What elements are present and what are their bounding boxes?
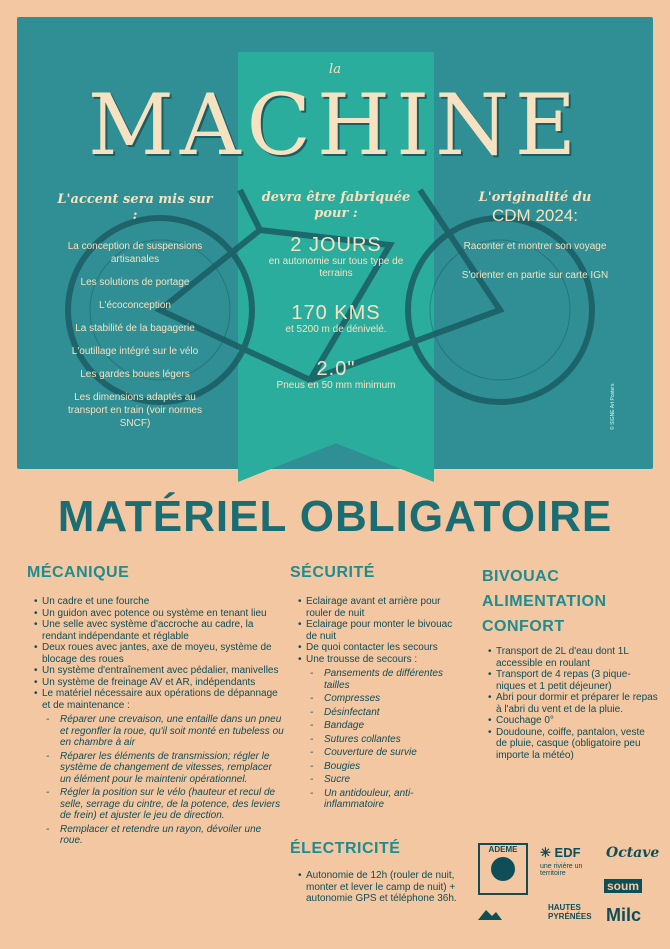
sponsor-logos — [478, 843, 658, 935]
octave-logo: Octave — [606, 845, 660, 861]
edf-label: EDF — [554, 845, 581, 860]
list-item: • De quoi contacter les secours — [298, 642, 458, 654]
spec-days: 2 JOURS — [290, 234, 382, 256]
mountain-logo — [478, 907, 502, 919]
spec-tire: 2.0" — [316, 358, 356, 380]
electricite-title: ÉLECTRICITÉ — [290, 840, 401, 857]
sub-item: - Remplacer et retendre un rayon, dévoiler une roue. — [46, 824, 284, 847]
sub-item: - Compresses — [310, 693, 458, 705]
list-item: • Autonomie de 12h (rouler de nuit, monter et lever le camp de nuit) + autonomie GPS et téléphone 36h. — [298, 870, 458, 905]
list-item: • Deux roues avec jantes, axe de moyeu, système de blocage des roues — [34, 642, 284, 665]
bivouac-title — [482, 564, 607, 639]
title-prefix: la — [329, 62, 341, 77]
mecanique-list — [24, 596, 284, 849]
sub-item: - Réparer les éléments de transmission; régler le système de changement de vitesses, remplacer un élément pour le maintenir opérationnel. — [46, 751, 284, 786]
ademe-label: ADEME — [488, 845, 518, 854]
securite-title: SÉCURITÉ — [290, 564, 375, 581]
list-item: • Un guidon avec potence ou système en tenant lieu — [34, 608, 284, 620]
list-item: • Transport de 2L d'eau dont 1L accessible en roulant — [488, 646, 658, 669]
bivouac-list — [478, 646, 658, 761]
illustration-credit: © SIGNE Art Posters — [610, 383, 616, 430]
left-item: La conception de suspensions artisanales — [67, 241, 203, 265]
electricite-list — [288, 870, 458, 905]
securite-list — [288, 596, 458, 813]
sub-item: - Réparer une crevaison, une entaille dans un pneu et regonfler la roue, qu'il soit monté en tubeless ou en chambre à air — [46, 714, 284, 749]
bivouac-title-3: CONFORT — [482, 618, 565, 635]
list-item: • Un cadre et une fourche — [34, 596, 284, 608]
ademe-emblem-icon — [489, 855, 517, 883]
sub-item: - Un antidouleur, anti-inflammatoire — [310, 788, 458, 811]
list-item: • Un système de freinage AV et AR, indépendants — [34, 677, 284, 689]
left-item: Les gardes boues légers — [80, 369, 190, 380]
sub-item: - Pansements de différentes tailles — [310, 668, 458, 691]
sub-item: - Bougies — [310, 761, 458, 773]
left-column — [55, 192, 215, 440]
left-item: Les dimensions adaptés au transport en train (voir normes SNCF) — [68, 392, 202, 429]
bivouac-title-2: ALIMENTATION — [482, 593, 607, 610]
bivouac-title-1: BIVOUAC — [482, 568, 560, 585]
right-item: S'orienter en partie sur carte IGN — [461, 270, 609, 281]
list-item: • Une trousse de secours : — [298, 654, 458, 666]
right-heading: L'originalité du — [478, 190, 592, 205]
spec-days-detail: en autonomie sur tous type de terrains — [268, 256, 404, 279]
edf-logo — [540, 845, 581, 861]
list-item: • Transport de 4 repas (3 pique-niques et 1 petit déjeuner) — [488, 669, 658, 692]
right-heading-year: CDM 2024: — [492, 206, 578, 225]
maintenance-sublist — [34, 714, 284, 847]
list-item: • Le matériel nécessaire aux opérations de dépannage et de maintenance : — [34, 688, 284, 711]
sub-item: - Couverture de survie — [310, 747, 458, 759]
list-item: • Abri pour dormir et préparer le repas à l'abri du vent et de la pluie. — [488, 692, 658, 715]
left-heading: L'accent sera mis sur : — [57, 192, 213, 223]
equipment-title: MATÉRIEL OBLIGATOIRE — [57, 492, 613, 541]
list-item: • Doudoune, coiffe, pantalon, veste de pluie, casque (obligatoire peu importe la météo) — [488, 727, 658, 762]
left-item: L'écoconception — [99, 300, 171, 311]
list-item: • Eclairage pour monter le bivouac de nuit — [298, 619, 458, 642]
center-heading: devra être fabriquée pour : — [261, 190, 411, 221]
sub-item: - Régler la position sur le vélo (hauteur et recul de selle, serrage du cintre, de la potence, des leviers de frein) et ajuster le jeu de direction. — [46, 787, 284, 822]
sub-item: - Bandage — [310, 720, 458, 732]
edf-tagline: une rivière un territoire — [540, 863, 583, 877]
list-item: • Eclairage avant et arrière pour rouler de nuit — [298, 596, 458, 619]
spec-distance: 170 KMS — [291, 302, 381, 324]
sub-item: - Sucre — [310, 774, 458, 786]
right-item: Raconter et montrer son voyage — [463, 241, 607, 252]
sub-item: - Désinfectant — [310, 707, 458, 719]
spec-tire-detail: Pneus en 50 mm minimum — [276, 380, 396, 391]
poster-title: MACHINE — [87, 76, 583, 174]
edf-flower-icon: ✳ — [540, 845, 551, 860]
soum-logo: soum — [604, 879, 642, 893]
left-item: Les solutions de portage — [80, 277, 190, 288]
mountain-icon — [478, 908, 502, 920]
mecanique-title: MÉCANIQUE — [27, 564, 130, 581]
ademe-logo — [478, 843, 528, 895]
list-item: • Un système d'entraînement avec pédalier, manivelles — [34, 665, 284, 677]
list-item: • Une selle avec système d'accroche au cadre, la rendant indépendante et réglable — [34, 619, 284, 642]
left-item: L'outillage intégré sur le vélo — [71, 346, 199, 357]
left-item: La stabilité de la bagagerie — [75, 323, 195, 334]
sub-item: - Sutures collantes — [310, 734, 458, 746]
spec-distance-detail: et 5200 m de dénivelé. — [285, 324, 387, 335]
milc-logo: Milc — [606, 905, 642, 925]
first-aid-sublist — [298, 668, 458, 811]
right-column — [455, 190, 615, 292]
list-item: • Couchage 0° — [488, 715, 658, 727]
center-column — [258, 190, 414, 392]
hautes-pyrenees-logo: HAUTES PYRÉNÉES — [548, 903, 592, 921]
